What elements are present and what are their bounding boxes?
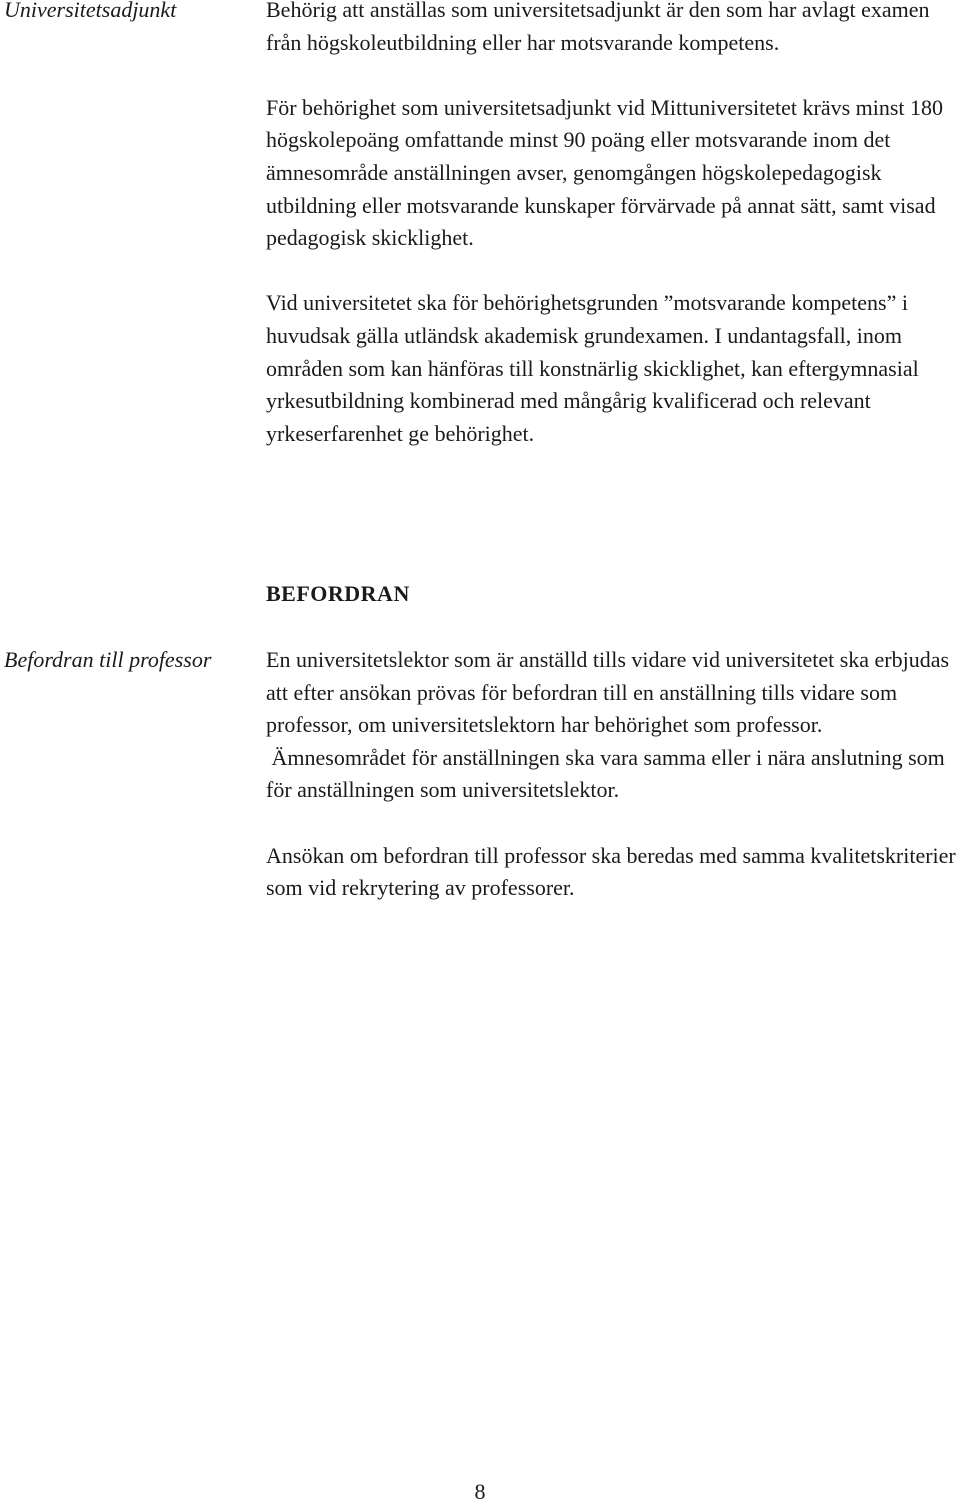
paragraph-universitetslektor: En universitetslektor som är anställd tills vidare vid universitetet ska erbjudas att efter ansökan prövas för befordran till en anställning tills vidare som professor, om universitetslektorn har behörighet som professor. [266, 647, 950, 738]
page-number: 8 [474, 1479, 486, 1504]
paragraph-amnesomradet: Ämnesområdet för anställningen ska vara samma eller i nära anslutning som för anställningen som universitetslektor. [266, 744, 951, 803]
heading-befordran: BEFORDRAN [266, 581, 410, 606]
paragraph-ansokan: Ansökan om befordran till professor ska beredas med samma kvalitetskriterier som vid rekrytering av professorer. [266, 842, 956, 901]
section-label-befordran-professor: Befordran till professor [4, 647, 212, 672]
section-body-universitetsadjunkt [266, 0, 960, 450]
section-label-universitetsadjunkt: Universitetsadjunkt [4, 0, 177, 22]
paragraph-motsvarande-kompetens: Vid universitetet ska för behörighetsgrunden ”motsvarande kompetens” i huvudsak gälla utländsk akademisk grundexamen. I undantagsfall, inom områden som kan hänföras till konstnärlig skicklighet, kan eftergymnasial yrkesutbildning kombinerad med mångårig kvalificerad och relevant yrkeserfarenhet ge behörighet. [266, 290, 919, 446]
paragraph-behorighet-krav: För behörighet som universitetsadjunkt vid Mittuniversitetet krävs minst 180 högskolepoäng omfattande minst 90 poäng eller motsvarande inom det ämnesområde anställningen avser, genomgången högskolepedagogisk utbildning eller motsvarande kunskaper förvärvade på annat sätt, samt visad pedagogisk skicklighet. [266, 94, 944, 251]
section-body-befordran-professor [266, 644, 960, 905]
paragraph-behorig: Behörig att anställas som universitetsadjunkt är den som har avlagt examen från högskoleutbildning eller har motsvarande kompetens. [266, 0, 930, 55]
